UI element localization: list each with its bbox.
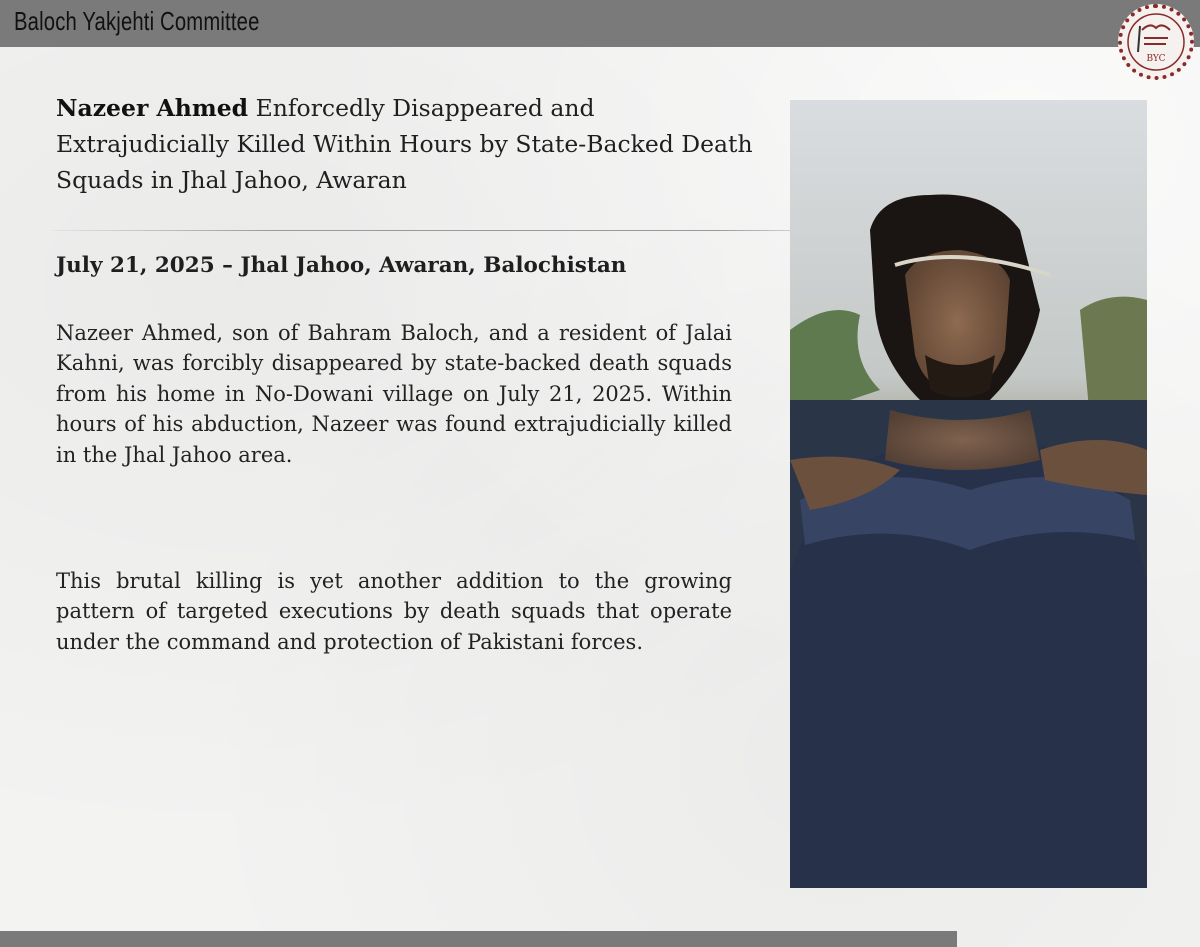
header-bar — [0, 0, 1200, 64]
dateline: July 21, 2025 – Jhal Jahoo, Awaran, Balochistan — [56, 253, 627, 278]
footer-bar — [0, 931, 957, 947]
org-name: Baloch Yakjehti Committee — [14, 6, 260, 36]
body-paragraph-1: Nazeer Ahmed, son of Bahram Baloch, and a resident of Jalai Kahni, was forcibly disappeared by state-backed death squads from his home in No-Dowani village on July 21, 2025. Within hours of his abduction, Nazeer was found extrajudicially killed in the Jhal Jahoo area. — [56, 321, 732, 467]
headline-rest: Enforcedly Disappeared and Extrajudicially Killed Within Hours by State-Backed Death Squads in Jhal Jahoo, Awaran — [56, 94, 753, 194]
portrait-image-icon — [790, 100, 1147, 888]
logo-text: BYC — [1146, 54, 1166, 64]
headline — [56, 90, 756, 198]
byc-logo — [1118, 4, 1194, 80]
body-paragraph-2: This brutal killing is yet another addition to the growing pattern of targeted executions by death squads that operate under the command and protection of Pakistani forces. — [56, 569, 732, 654]
headline-name: Nazeer Ahmed — [56, 94, 249, 122]
divider — [52, 230, 792, 231]
victim-photo — [790, 100, 1147, 888]
logo-emblem-icon — [1122, 8, 1190, 76]
